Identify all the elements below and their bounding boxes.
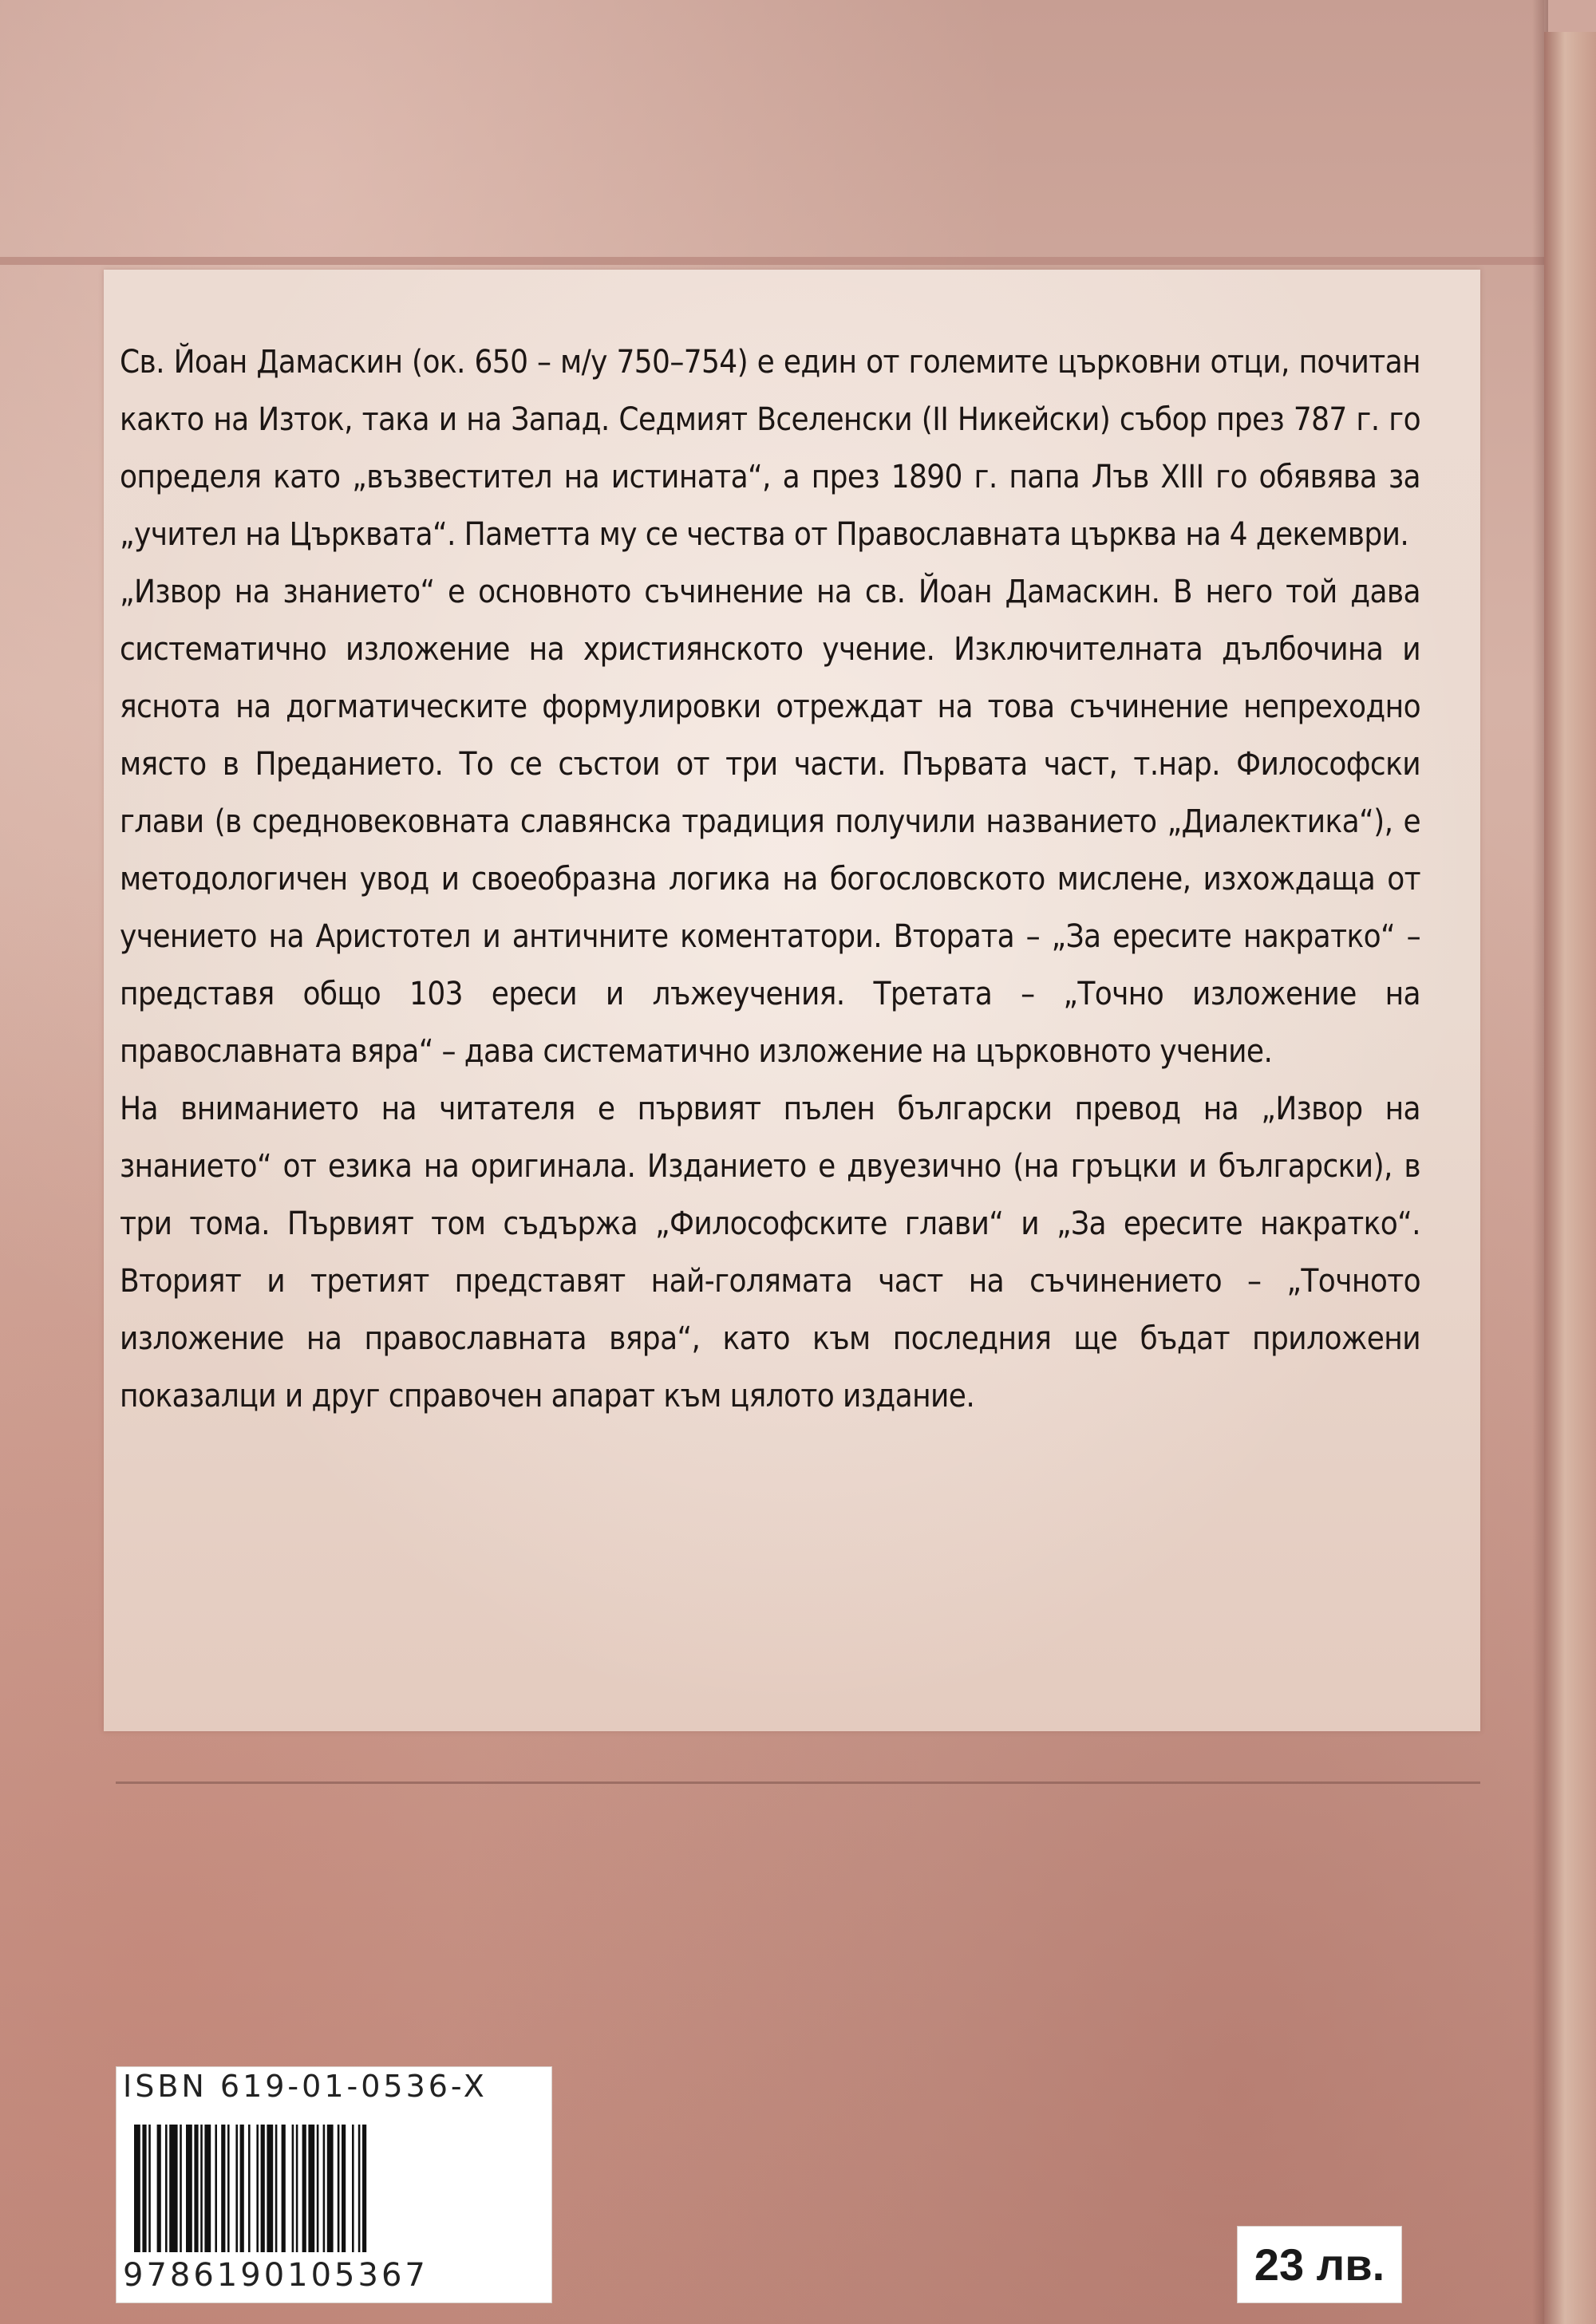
barcode-bar [317, 2125, 319, 2252]
isbn-label: ISBN 619-01-0536-X [123, 2069, 488, 2104]
barcode-bar [352, 2125, 354, 2252]
barcode-bar [248, 2125, 251, 2252]
barcode-bar [165, 2125, 168, 2252]
barcode-bar [215, 2125, 217, 2252]
barcode-bar [227, 2125, 230, 2252]
barcode-bar [267, 2125, 273, 2252]
barcode-bar [200, 2125, 203, 2252]
barcode-bar [362, 2125, 366, 2252]
bottom-divider [116, 1781, 1480, 1784]
barcode-bar [292, 2125, 294, 2252]
barcode-bar [358, 2125, 361, 2252]
barcode-icon [131, 2125, 538, 2252]
top-divider [0, 257, 1544, 265]
barcode-bar [308, 2125, 314, 2252]
barcode-bar [204, 2125, 211, 2252]
price-label: 23 лв. [1254, 2239, 1385, 2290]
barcode-bar [342, 2125, 346, 2252]
description-paragraph: На вниманието на читателя е първият пълен български превод на „Извор на знанието“ от езика на оригинала. Изданието е двуезично (на гръцки и български), в три тома. Първият том съдържа „Философските глави“ и „За ересите накратко“. Вторият и третият представят най-голямата част на съчинението – „Точното изложение на православната вяра“, като към последния ще бъдат приложени показалци и друг справочен апарат към цялото издание. [120, 1091, 1420, 1415]
description-paragraph: „Извор на знанието“ е основното съчинение на св. Йоан Дамаскин. В него той дава систематично изложение на християнското учение. Изключителната дълбочина и яснота на догматическите формулировки отреждат на това съчинение непреходно място в Преданието. То се състои от три части. Първата част, т.нар. Философски глави (в средновековната славянска традиция получили названието „Диалектика“), е методологичен увод и своеобразна логика на богословското мислене, изхождаща от учението на Аристотел и античните коментатори. Втората – „За ересите накратко“ – представя общо 103 ереси и лъжеучения. Третата – „Точно изложение на православната вяра“ – дава систематично изложение на църковното учение. [120, 574, 1420, 1070]
description-paragraph: Св. Йоан Дамаскин (ок. 650 – м/у 750–754) е един от големите църковни отци, почитан както на Изток, така и на Запад. Седмият Вселенски (II Никейски) събор през 787 г. го определя като „възвестител на истината“, а през 1890 г. папа Лъв XIII го обявява за „учител на Църквата“. Паметта му се чества от Православната църква на 4 декември. [120, 344, 1420, 553]
barcode-bar [240, 2125, 244, 2252]
description-text [120, 333, 1420, 1425]
barcode-bar [148, 2125, 151, 2252]
barcode-bar [327, 2125, 334, 2252]
barcode-bar [282, 2125, 286, 2252]
barcode-bar [261, 2125, 265, 2252]
barcode-bar [194, 2125, 198, 2252]
barcode-bar [275, 2125, 278, 2252]
ean-number: 9786190105367 [123, 2257, 429, 2294]
barcode-bar [157, 2125, 161, 2252]
barcode-bar [323, 2125, 326, 2252]
price-tag [1237, 2226, 1402, 2303]
barcode-bar [180, 2125, 182, 2252]
barcode-bar [186, 2125, 192, 2252]
barcode-bar [142, 2125, 146, 2252]
barcode-bar [235, 2125, 238, 2252]
isbn-barcode-block [116, 2066, 552, 2303]
barcode-bar [169, 2125, 177, 2252]
barcode-bar [302, 2125, 306, 2252]
barcode-bar [296, 2125, 298, 2252]
barcode-bar [338, 2125, 340, 2252]
description-panel [104, 270, 1480, 1731]
barcode-bar [134, 2125, 140, 2252]
barcode-bar [221, 2125, 225, 2252]
barcode-bar [256, 2125, 259, 2252]
spine-edge [1544, 32, 1596, 2324]
